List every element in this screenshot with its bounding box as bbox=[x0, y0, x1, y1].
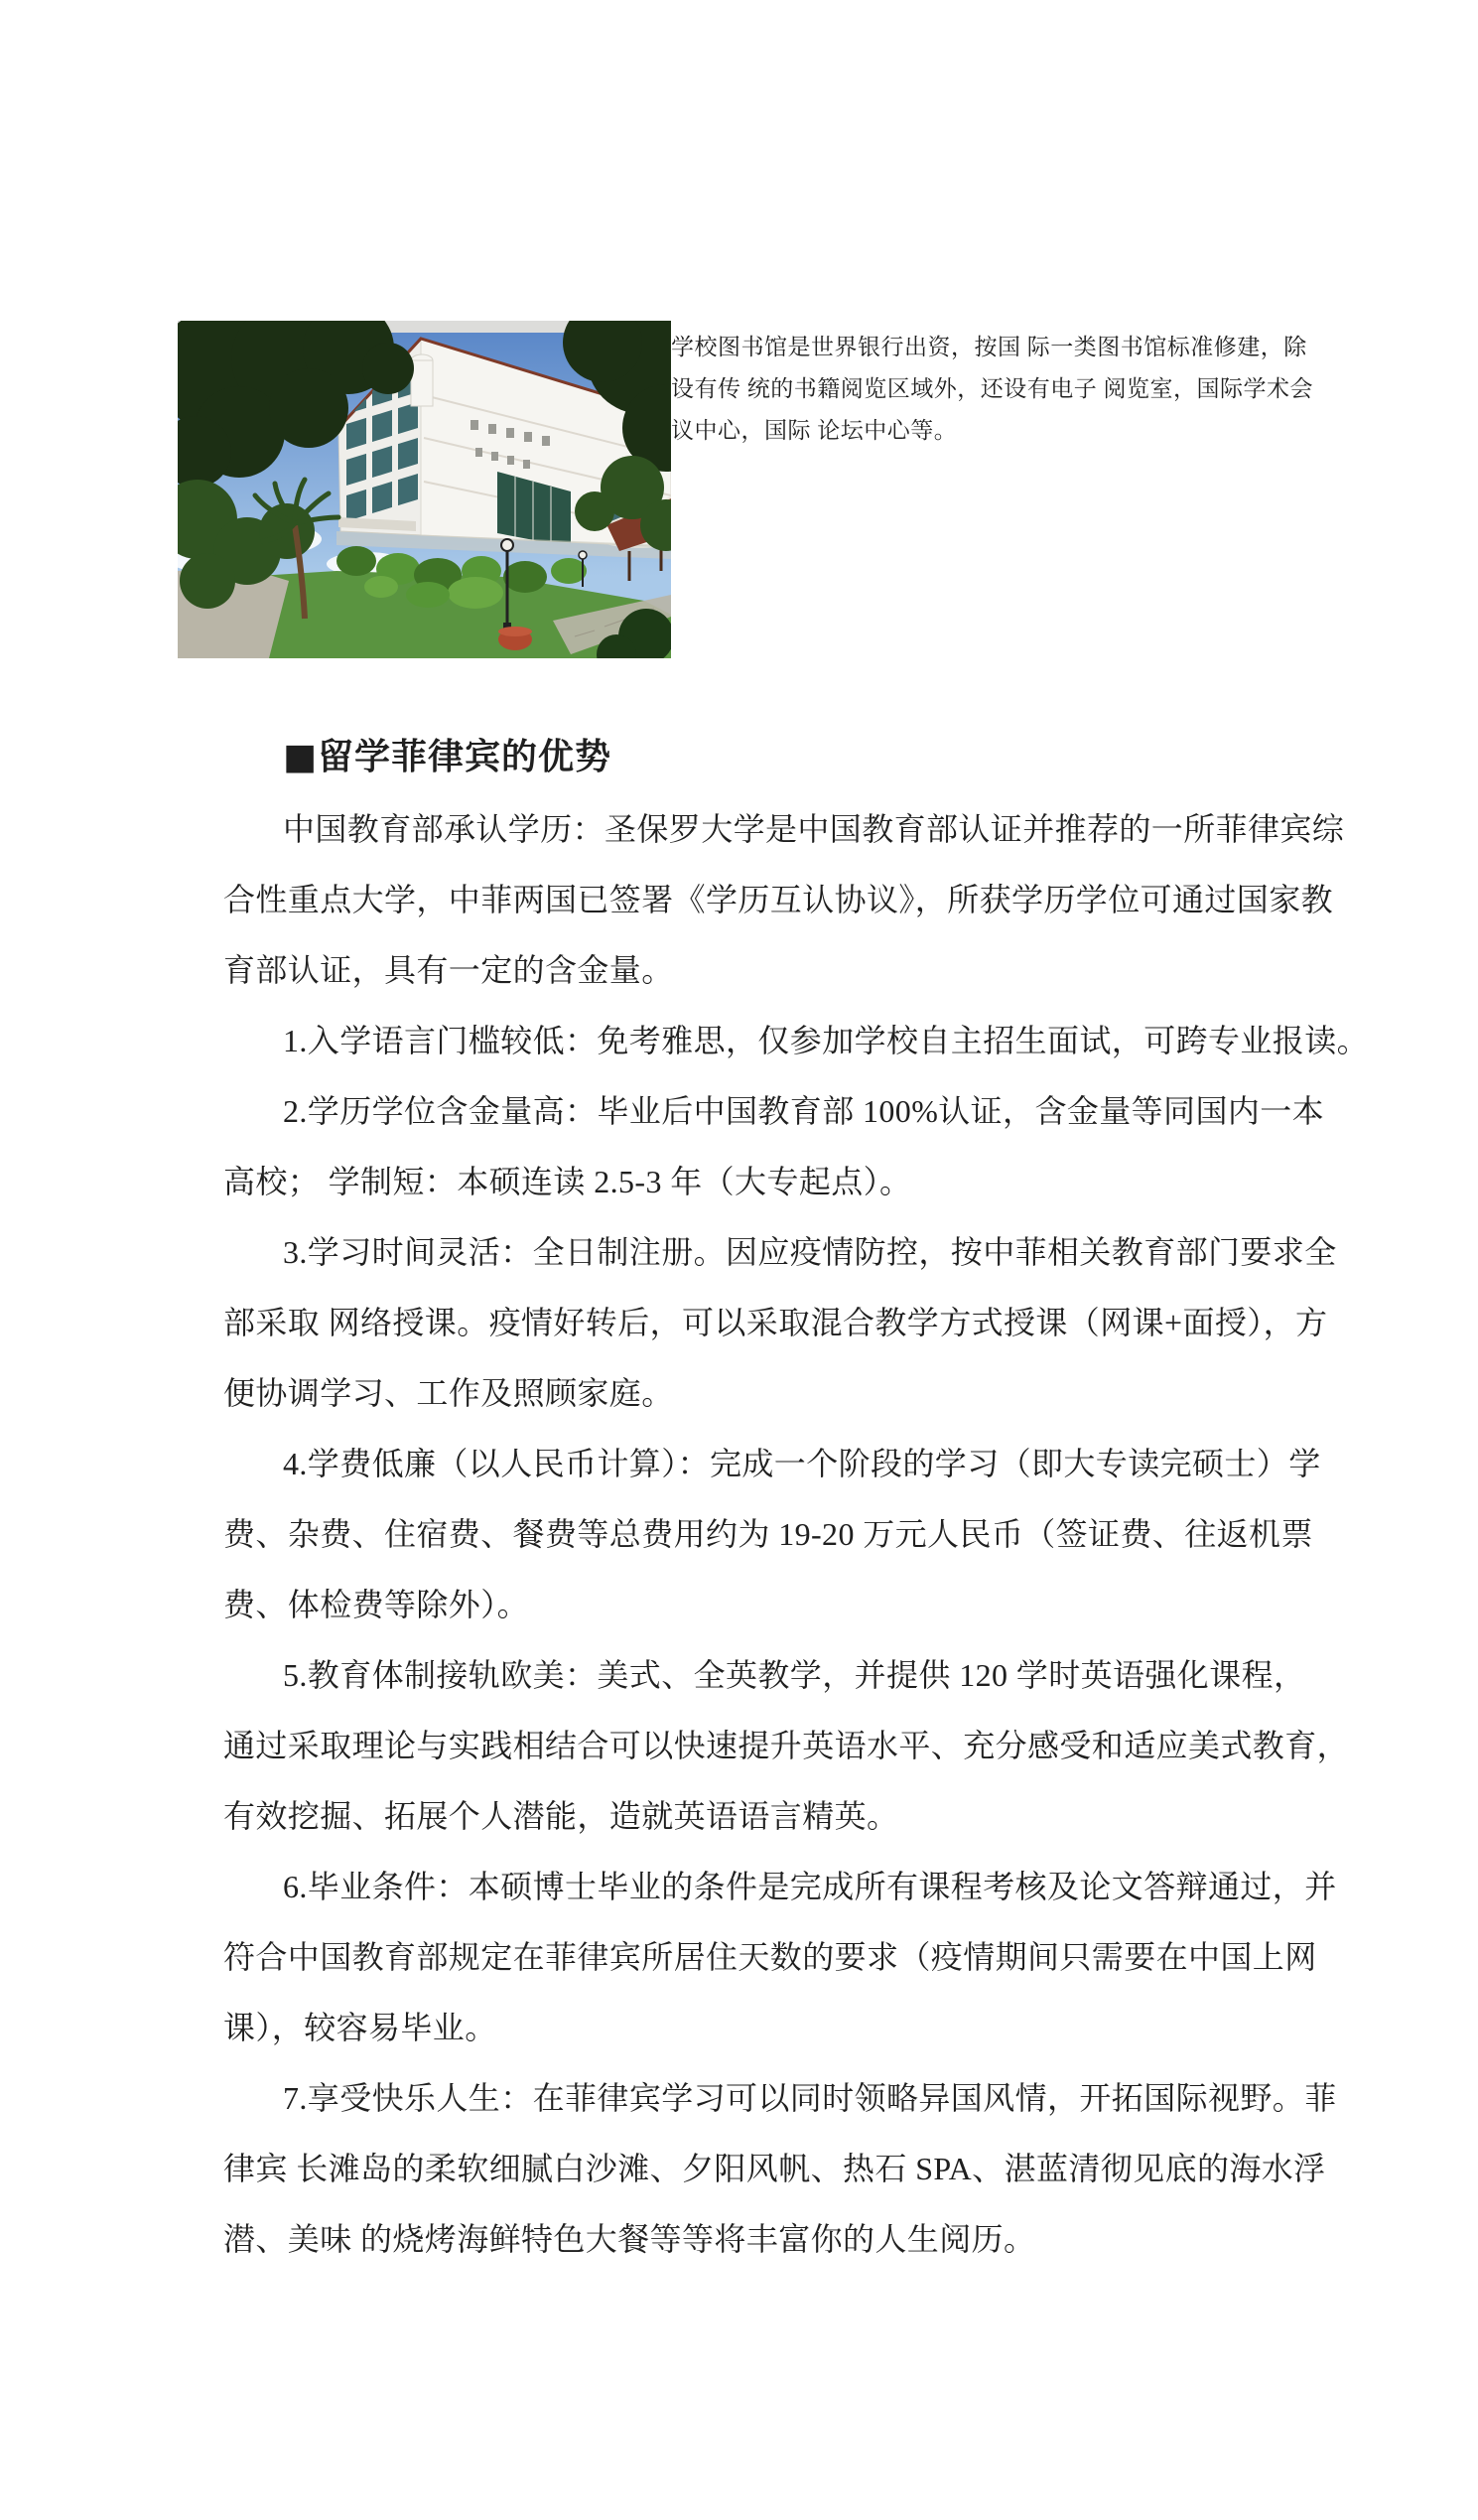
body-line: 高校； 学制短：本硕连读 2.5-3 年（大专起点）。 bbox=[223, 1164, 912, 1199]
black-square-bullet-icon: ■ bbox=[283, 737, 319, 777]
body-line: 课），较容易毕业。 bbox=[223, 2010, 497, 2045]
caption-line: 议中心，国际 论坛中心等。 bbox=[671, 418, 958, 443]
photo-caption bbox=[671, 327, 1336, 452]
body-line: 部采取 网络授课。疫情好转后，可以采取混合教学方式授课（网课+面授），方 bbox=[223, 1305, 1328, 1340]
campus-photo bbox=[178, 321, 671, 658]
body-line: 符合中国教育部规定在菲律宾所居住天数的要求（疫情期间只需要在中国上网 bbox=[223, 1939, 1317, 1975]
section-heading-text: 留学菲律宾的优势 bbox=[318, 737, 612, 777]
body-line: 2.学历学位含金量高：毕业后中国教育部 100%认证，含金量等同国内一本 bbox=[283, 1093, 1325, 1129]
body-line: 通过采取理论与实践相结合可以快速提升英语水平、充分感受和适应美式教育， bbox=[223, 1728, 1350, 1763]
body-line: 有效挖掘、拓展个人潜能，造就英语语言精英。 bbox=[223, 1798, 899, 1834]
body-line: 费、体检费等除外）。 bbox=[223, 1587, 530, 1622]
body-line: 4.学费低廉（以人民币计算）：完成一个阶段的学习（即大专读完硕士）学 bbox=[283, 1446, 1321, 1481]
body-line: 费、杂费、住宿费、餐费等总费用约为 19-20 万元人民币（签证费、往返机票 bbox=[223, 1516, 1313, 1552]
plant-pot bbox=[498, 627, 532, 650]
body-line: 3.学习时间灵活：全日制注册。因应疫情防控，按中菲相关教育部门要求全 bbox=[283, 1234, 1337, 1270]
body-line: 便协调学习、工作及照顾家庭。 bbox=[223, 1375, 674, 1411]
caption-line: 设有传 统的书籍阅览区域外，还设有电子 阅览室，国际学术会 bbox=[671, 376, 1313, 401]
caption-line: 学校图书馆是世界银行出资，按国 际一类图书馆标准修建，除 bbox=[671, 335, 1307, 359]
campus-photo-illustration bbox=[178, 321, 671, 658]
body-line: 潜、美味 的烧烤海鲜特色大餐等等将丰富你的人生阅历。 bbox=[223, 2221, 1036, 2257]
body-line: 7.享受快乐人生：在菲律宾学习可以同时领略异国风情，开拓国际视野。菲 bbox=[283, 2080, 1337, 2116]
section-heading bbox=[283, 735, 611, 780]
body-line: 1.入学语言门槛较低：免考雅思，仅参加学校自主招生面试，可跨专业报读。 bbox=[283, 1023, 1370, 1058]
body-line: 6.毕业条件：本硕博士毕业的条件是完成所有课程考核及论文答辩通过，并 bbox=[283, 1869, 1337, 1904]
body-line: 合性重点大学，中菲两国已签署《学历互认协议》，所获学历学位可通过国家教 bbox=[223, 882, 1334, 917]
body-line: 中国教育部承认学历：圣保罗大学是中国教育部认证并推荐的一所菲律宾综 bbox=[283, 811, 1345, 847]
body-line: 育部认证，具有一定的含金量。 bbox=[223, 952, 674, 988]
body-text bbox=[223, 794, 1370, 2275]
body-line: 律宾 长滩岛的柔软细腻白沙滩、夕阳风帆、热石 SPA、湛蓝清彻见底的海水浮 bbox=[223, 2151, 1326, 2186]
body-line: 5.教育体制接轨欧美：美式、全英教学，并提供 120 学时英语强化课程， bbox=[283, 1657, 1306, 1693]
